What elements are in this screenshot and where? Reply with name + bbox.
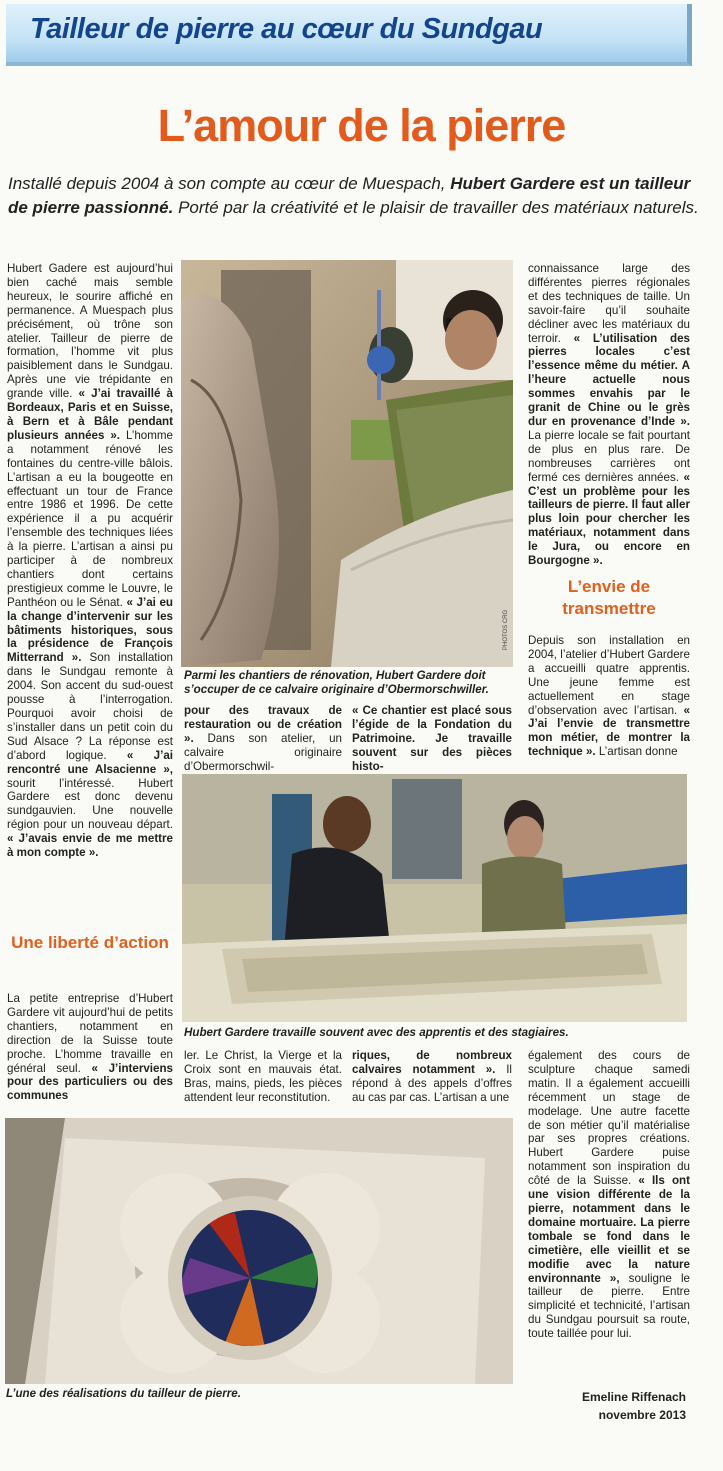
subhead-liberte: Une liberté d’action (11, 933, 169, 952)
date: novembre 2013 (598, 1408, 686, 1422)
subhead-transmettre: L’envie de transmettre (562, 577, 656, 618)
column-2a (184, 704, 342, 774)
photo-apprentis (182, 774, 687, 1022)
caption-calvaire: Parmi les chantiers de rénovation, Hubert Gardere doit s’occuper de ce calvaire originaire d’Obermorschwiller. (184, 669, 489, 696)
col3a-quote: « Ce chantier est placé sous l’égide de la Fondation du Patrimoine. Je travaille souvent sur des pièces histo- (352, 704, 512, 773)
caption-apprentis: Hubert Gardere travaille souvent avec des apprentis et des stagiaires. (184, 1026, 569, 1039)
byline (528, 1388, 686, 1424)
column-1 (7, 262, 173, 860)
col2a-quote: pour des travaux de restauration ou de création ». (184, 704, 342, 745)
col4c-quote1: « Ils ont une vision différente de la pierre, notamment dans le domaine mortuaire. La pierre tombale se fond dans le cimetière, elle vieillit et se modifie avec la nature environnante », (528, 1174, 690, 1285)
col4b-p2: L’artisan donne (595, 745, 678, 759)
lede-bold: Hubert Gardere est un tailleur de pierre passionné. (8, 174, 691, 217)
col1-quote4: « J’avais envie de me mettre à mon compte ». (7, 832, 173, 860)
photo-calvaire (181, 260, 513, 667)
col1-p1: Hubert Gadere est aujourd’hui bien caché mais semble heureux, le sourire affiché en permanence. A Muespach plus précisément, où trône son atelier. Tailleur de pierre de formation, l’homme vit plus paisiblement dans le Sundgau. Après une vie trépidante en grande ville. (7, 262, 173, 401)
caption-realisation: L’une des réalisations du tailleur de pierre. (6, 1387, 241, 1400)
col4-quote1: « L’utilisation des pierres locales c’est l’essence même du métier. A l’heure actuelle nous sommes envahis par le granit de Chine ou le grès dur en provenance d’Inde ». (528, 331, 690, 428)
column-2b (184, 1049, 342, 1105)
col1b-quote1: « J’interviens pour des particuliers ou des communes (7, 1061, 174, 1103)
column-3b (352, 1049, 512, 1105)
col4b-p1: Depuis son installation en 2004, l’atelier d’Hubert Gardere a accueilli quatre apprentis. Une jeune femme est actuellement en stage d’observation avec l’artisan. (528, 634, 690, 717)
column-4 (528, 262, 690, 568)
banner-title: Tailleur de pierre au cœur du Sundgau (30, 13, 543, 45)
col1-p2: L’homme a notamment rénové les fontaines du centre-ville bâlois. L’artisan a eu la bougeotte en effectuant un tour de France entre 1986 et 1996. De cette expérience il a pu acquérir l’ensemble des techniques liées à la pierre. L’artisan a ainsi pu participer à de nombreux chantiers dont certains prestigieux comme le Louvre, le Panthéon ou le Sénat. (7, 428, 173, 609)
column-1b (7, 992, 173, 1103)
photo-calvaire-image (181, 260, 513, 667)
photo-realisation-image (5, 1118, 513, 1384)
column-4b (528, 634, 690, 759)
photo-apprentis-image (182, 774, 687, 1022)
col4c-p2: souligne le tailleur de pierre. Entre simplicité et technicité, l’artisan du Sundgau poursuit sa route, toute taillée pour lui. (528, 1271, 691, 1341)
col2a-text: Dans son atelier, un calvaire originaire d’Obermorschwil- (184, 731, 342, 773)
lede (8, 172, 708, 220)
lede-intro: Installé depuis 2004 à son compte au cœur de Muespach, (8, 174, 451, 193)
col3b-text: Il répond à des appels d’offres au cas par cas. L’artisan a une (352, 1062, 512, 1104)
col1-quote1: « J’ai travaillé à Bordeaux, Paris et en Suisse, à Bern et à Bâle pendant plusieurs années ». (7, 387, 173, 442)
photo-realisation (5, 1118, 513, 1384)
col1-quote3: « J’ai rencontré une Alsacienne », (7, 748, 173, 776)
col1-quote2: « J’ai eu la change d’intervenir sur les bâtiments historiques, sous la présidence de François Mitterrand ». (7, 595, 173, 665)
col4-p2: La pierre locale se fait pourtant de plus en plus rare. De nombreuses carrières ont fermé ces dernières années. (528, 428, 690, 484)
author: Emeline Riffenach (581, 1390, 686, 1404)
col3b-quote: riques, de nombreux calvaires notamment ». (352, 1049, 512, 1076)
col4c-p1: également des cours de sculpture chaque samedi matin. Il a également accueilli récemment un stage de modelage. Une autre facette de son métier qu’il matérialise par ses propres créations. Hubert Gardere puise notamment son inspiration du côté de la Suisse. (528, 1049, 690, 1188)
headline: L’amour de la pierre (157, 100, 566, 151)
column-4c (528, 1049, 690, 1341)
col4-quote2: « C’est un problème pour les tailleurs de pierre. Il faut aller plus loin pour chercher les matériaux, notamment dans le Jura, ou encore en Bourgogne ». (528, 470, 690, 568)
photo-credit: PHOTOS CRG (503, 609, 509, 650)
col1-p3: Son installation dans le Sundgau remonte à 2004. Son accent du sud-ouest pousse à l’interrogation. Pourquoi avoir choisi de s’installer dans un petit coin du Sud Alsace ? La réponse est d’abord logique. (7, 651, 173, 762)
col1b-p1: La petite entreprise d’Hubert Gardere vit aujourd’hui de petits chantiers, notamment en direction de la Suisse toute proche. L’homme travaille en général seul. (7, 992, 173, 1075)
col4b-quote1: « J’ai l’envie de transmettre mon métier, de montrer la technique ». (528, 703, 690, 759)
col4-p1: connaissance large des différentes pierres régionales et des techniques de taille. Un savoir-faire qu’il souhaite décliner avec les matériaux du terroir. (528, 262, 690, 345)
col1-p4: sourit l’intéressé. Hubert Gardere est donc devenu sundgauvien. Une nouvelle région pour un nouveau départ. (7, 776, 173, 832)
col2b-text: ler. Le Christ, la Vierge et la Croix sont en mauvais état. Bras, mains, pieds, les pièces attendent leur reconstitution. (184, 1049, 342, 1104)
lede-rest: Porté par la créativité et le plaisir de travailler des matériaux naturels. (173, 198, 699, 217)
column-3a (352, 704, 512, 774)
